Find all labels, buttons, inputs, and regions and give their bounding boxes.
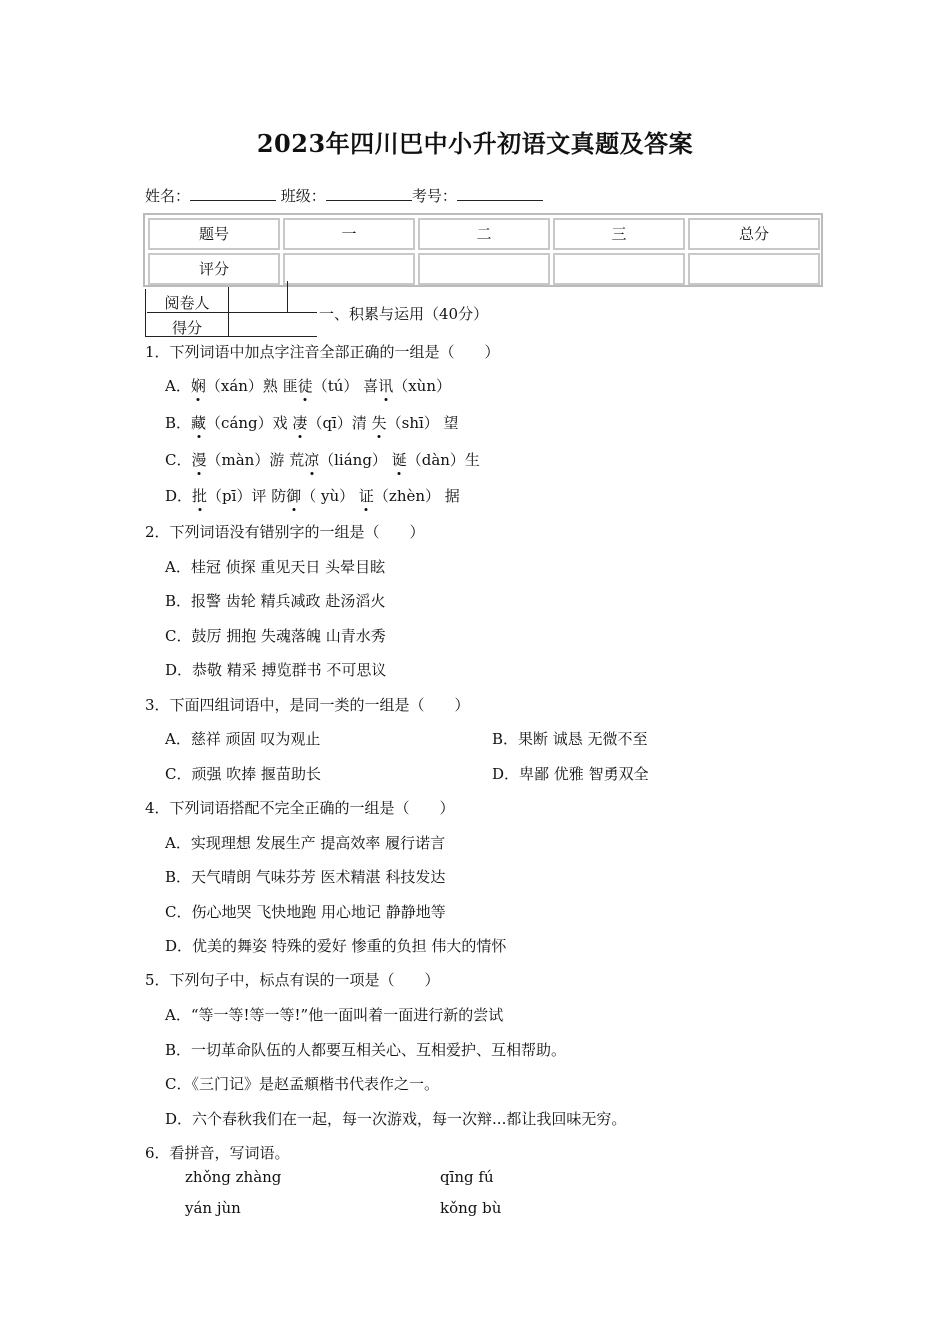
question-3-option-b[interactable]: B．果断 诚恳 无微不至	[492, 730, 648, 748]
question-2-option-c[interactable]: C．鼓厉 拥抱 失魂落魄 山青水秀	[165, 627, 386, 645]
name-label: 姓名：	[145, 187, 191, 205]
reviewer-box-border	[287, 281, 288, 313]
question-4-stem: 4．下列词语搭配不完全正确的一组是（ ）	[145, 799, 455, 817]
row-label-cell: 评分	[148, 253, 280, 285]
score-table	[143, 213, 823, 287]
question-6-stem: 6．看拼音，写词语。	[145, 1144, 290, 1162]
question-1-option-d[interactable]: D．批（pī）评 防御（ yù） 证（zhèn） 据	[165, 487, 460, 505]
question-4-option-b[interactable]: B．天气晴朗 气味芬芳 医术精湛 科技发达	[165, 868, 446, 886]
class-label: 班级：	[280, 187, 326, 205]
pinyin-prompt: qīng fú	[440, 1168, 494, 1186]
question-5-option-c[interactable]: C．《三门记》是赵孟頫楷书代表作之一。	[165, 1075, 439, 1093]
class-blank[interactable]	[326, 184, 412, 201]
section-heading: 一、积累与运用（40分）	[319, 305, 489, 323]
question-2-option-b[interactable]: B．报警 齿轮 精兵减政 赴汤滔火	[165, 592, 386, 610]
question-5-stem: 5．下列句子中，标点有误的一项是（ ）	[145, 971, 440, 989]
question-5-option-b[interactable]: B．一切革命队伍的人都要互相关心、互相爱护、互相帮助。	[165, 1041, 567, 1059]
reviewer-score-label: 得分	[171, 319, 202, 337]
score-cell[interactable]	[283, 253, 415, 285]
score-cell[interactable]	[418, 253, 550, 285]
question-5-option-a[interactable]: A．“等一等!等一等!”他一面叫着一面进行新的尝试	[165, 1006, 504, 1024]
exam-number-blank[interactable]	[457, 184, 543, 201]
question-1-stem: 1．下列词语中加点字注音全部正确的一组是（ ）	[145, 343, 500, 361]
question-4-option-a[interactable]: A．实现理想 发展生产 提高效率 履行诺言	[165, 834, 446, 852]
reviewer-box-border	[145, 289, 146, 337]
header-cell: 三	[553, 218, 685, 250]
question-3-option-c[interactable]: C．顽强 吹捧 揠苗助长	[165, 765, 322, 783]
question-2-option-d[interactable]: D．恭敬 精采 搏览群书 不可思议	[165, 661, 387, 679]
question-3-option-d[interactable]: D．卑鄙 优雅 智勇双全	[492, 765, 649, 783]
header-cell: 一	[283, 218, 415, 250]
score-cell[interactable]	[553, 253, 685, 285]
header-cell: 题号	[148, 218, 280, 250]
question-1-option-c[interactable]: C．漫（màn）游 荒凉（liáng） 诞（dàn）生	[165, 451, 480, 469]
score-cell[interactable]	[688, 253, 820, 285]
question-2-stem: 2．下列词语没有错别字的一组是（ ）	[145, 523, 425, 541]
reviewer-label: 阅卷人	[164, 294, 210, 312]
pinyin-prompt: zhǒng zhàng	[185, 1168, 282, 1186]
header-cell: 总分	[688, 218, 820, 250]
question-3-stem: 3．下面四组词语中，是同一类的一组是（ ）	[145, 696, 470, 714]
question-4-option-c[interactable]: C．伤心地哭 飞快地跑 用心地记 静静地等	[165, 903, 446, 921]
pinyin-prompt: kǒng bù	[440, 1199, 502, 1217]
student-info-line	[145, 184, 543, 206]
page-title: 2023年四川巴中小升初语文真题及答案	[256, 129, 694, 158]
header-cell: 二	[418, 218, 550, 250]
exam-number-label: 考号：	[411, 187, 457, 205]
name-blank[interactable]	[190, 184, 276, 201]
question-1-option-a[interactable]: A．娴（xán）熟 匪徒（tú） 喜讯（xùn）	[165, 377, 451, 395]
question-1-option-b[interactable]: B．藏（cáng）戏 凄（qī）清 失（shī） 望	[165, 414, 459, 432]
question-2-option-a[interactable]: A．桂冠 侦探 重见天日 头晕目眩	[165, 558, 386, 576]
question-3-option-a[interactable]: A．慈祥 顽固 叹为观止	[165, 730, 321, 748]
question-4-option-d[interactable]: D．优美的舞姿 特殊的爱好 惨重的负担 伟大的情怀	[165, 937, 507, 955]
question-5-option-d[interactable]: D．六个春秋我们在一起，每一次游戏，每一次辩...都让我回味无穷。	[165, 1110, 627, 1128]
pinyin-prompt: yán jùn	[185, 1199, 241, 1217]
